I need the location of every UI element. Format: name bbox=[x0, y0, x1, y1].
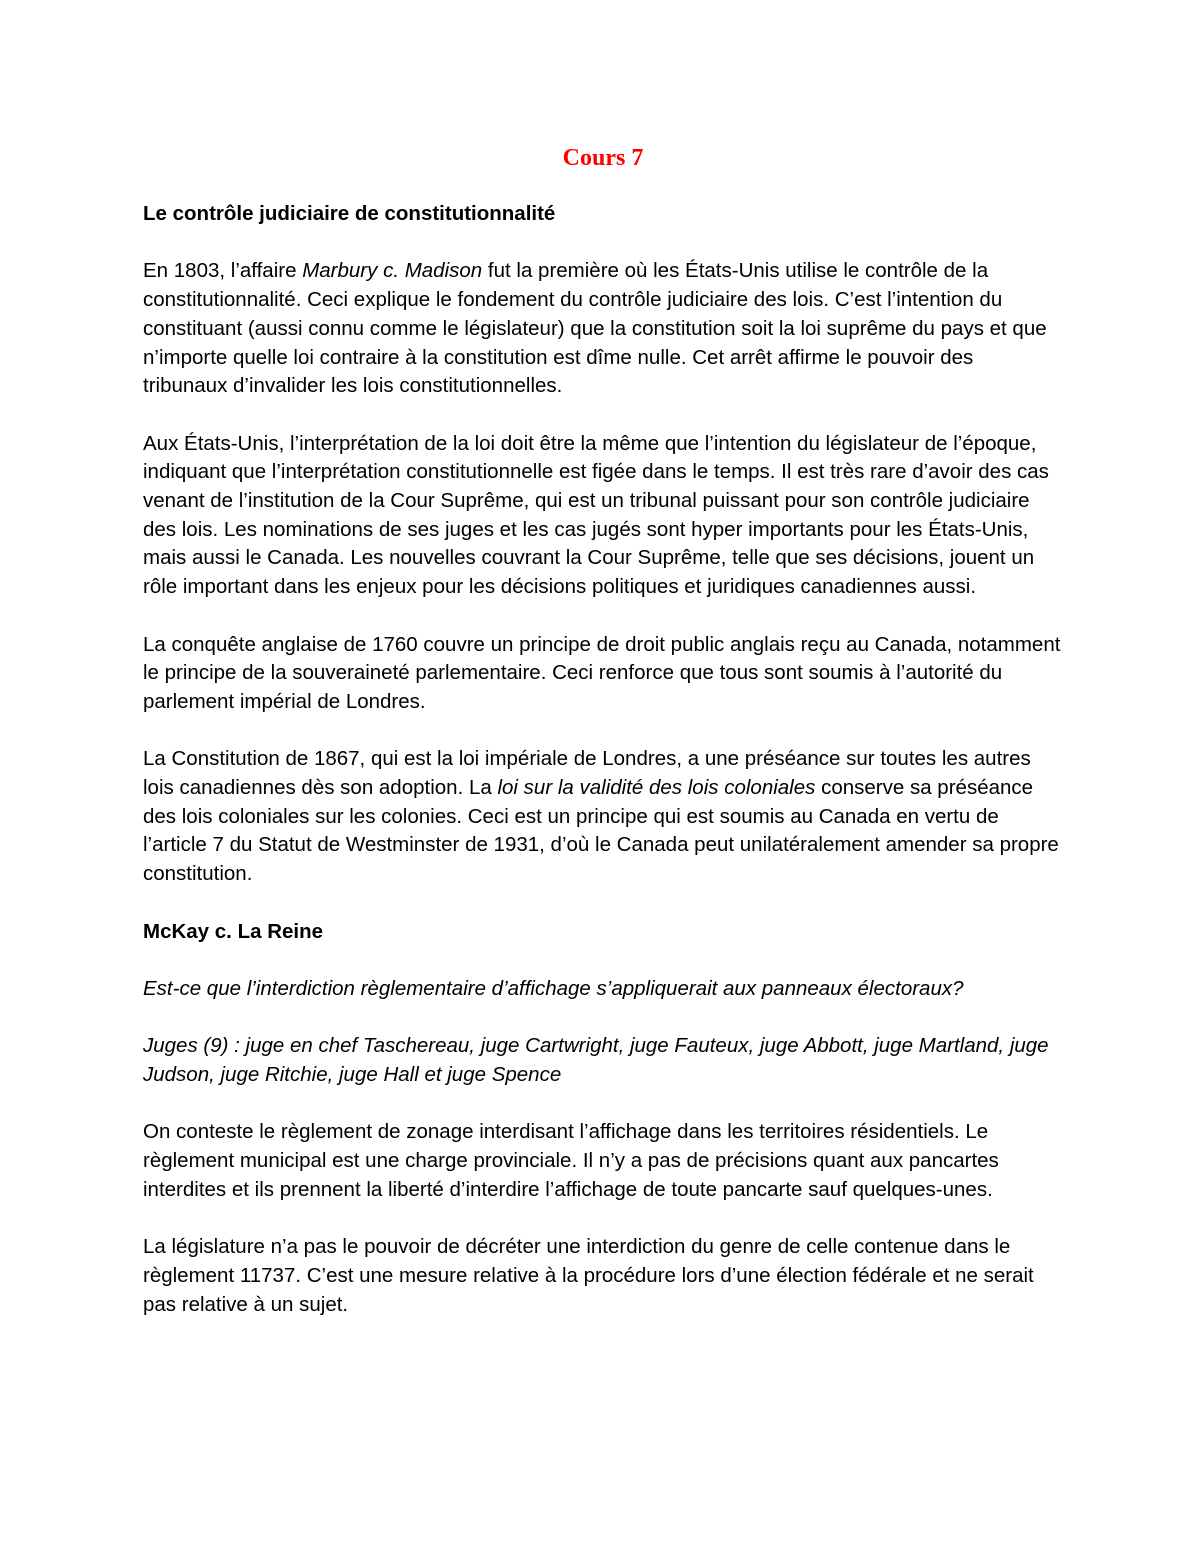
paragraph-zoning: On conteste le règlement de zonage interdisant l’affichage dans les territoires résidentiels. Le règlement municipal est une charge provinciale. Il n’y a pas de précisions quant aux pancartes interdites et ils prennent la liberté d’interdire l’affichage de toute pancarte sauf quelques-unes. bbox=[143, 1120, 999, 1201]
paragraph-marbury-text-c: fut la première où les États-Unis utilise le contrôle de la constitutionnalité. Ceci explique le fondement du contrôle judiciaire des lois. C’est l’intention du constituant (aussi connu comme le législateur) que la constitution soit la loi suprême du pays et que n’importe quelle loi contraire à la constitution est dîme nulle. Cet arrêt affirme le pouvoir des tribunaux d’invalider les lois constitutionnelles. bbox=[143, 259, 1047, 398]
paragraph-constitution-text-c: conserve sa préséance des lois coloniales sur les colonies. Ceci est un principe qui est soumis au Canada en vertu de l’article 7 du Statut de Westminster de 1931, d’où le Canada peut unilatéralement amender sa propre constitution. bbox=[143, 776, 1059, 886]
paragraph-marbury-text-a: En 1803, l’affaire bbox=[143, 259, 303, 283]
paragraph-marbury bbox=[143, 257, 1063, 401]
paragraph-constitution-1867 bbox=[143, 745, 1063, 889]
section-heading-judicial-review: Le contrôle judiciaire de constitutionnalité bbox=[143, 202, 556, 225]
section-heading-mckay: McKay c. La Reine bbox=[143, 919, 324, 943]
case-question: Est-ce que l’interdiction règlementaire d’affichage s’appliquerait aux panneaux électoraux? bbox=[143, 976, 964, 1000]
paragraph-constitution-text-a: La Constitution de 1867, qui est la loi impériale de Londres, a une préséance sur toutes les autres lois canadiennes dès son adoption. La bbox=[143, 747, 1031, 799]
paragraph-us-interpretation: Aux États-Unis, l’interprétation de la loi doit être la même que l’intention du législateur de l’époque, indiquant que l’interprétation constitutionnelle est figée dans le temps. Il est très rare d’avoir des cas venant de l’institution de la Cour Suprême, qui est un tribunal puissant pour son contrôle judiciaire des lois. Les nominations de ses juges et les cas jugés sont hyper importants pour les États-Unis, mais aussi le Canada. Les nouvelles couvrant la Cour Suprême, telle que ses décisions, jouent un rôle important dans les enjeux pour les décisions politiques et juridiques canadiennes aussi. bbox=[143, 431, 1049, 599]
law-name-colonial-validity: loi sur la validité des lois coloniales bbox=[497, 776, 816, 799]
case-name-marbury: Marbury c. Madison bbox=[302, 259, 483, 283]
document-title: Cours 7 bbox=[562, 145, 644, 171]
document-page bbox=[143, 140, 1063, 1348]
judges-list: Juges (9) : juge en chef Taschereau, juge Cartwright, juge Fauteux, juge Abbott, juge Martland, juge Judson, juge Ritchie, juge Hall et juge Spence bbox=[143, 1034, 1049, 1086]
paragraph-legislature: La législature n’a pas le pouvoir de décréter une interdiction du genre de celle contenue dans le règlement 11737. C’est une mesure relative à la procédure lors d’une élection fédérale et ne serait pas relative à un sujet. bbox=[143, 1235, 1034, 1316]
paragraph-conquest: La conquête anglaise de 1760 couvre un principe de droit public anglais reçu au Canada, notamment le principe de la souveraineté parlementaire. Ceci renforce que tous sont soumis à l’autorité du parlement impérial de Londres. bbox=[143, 632, 1061, 713]
